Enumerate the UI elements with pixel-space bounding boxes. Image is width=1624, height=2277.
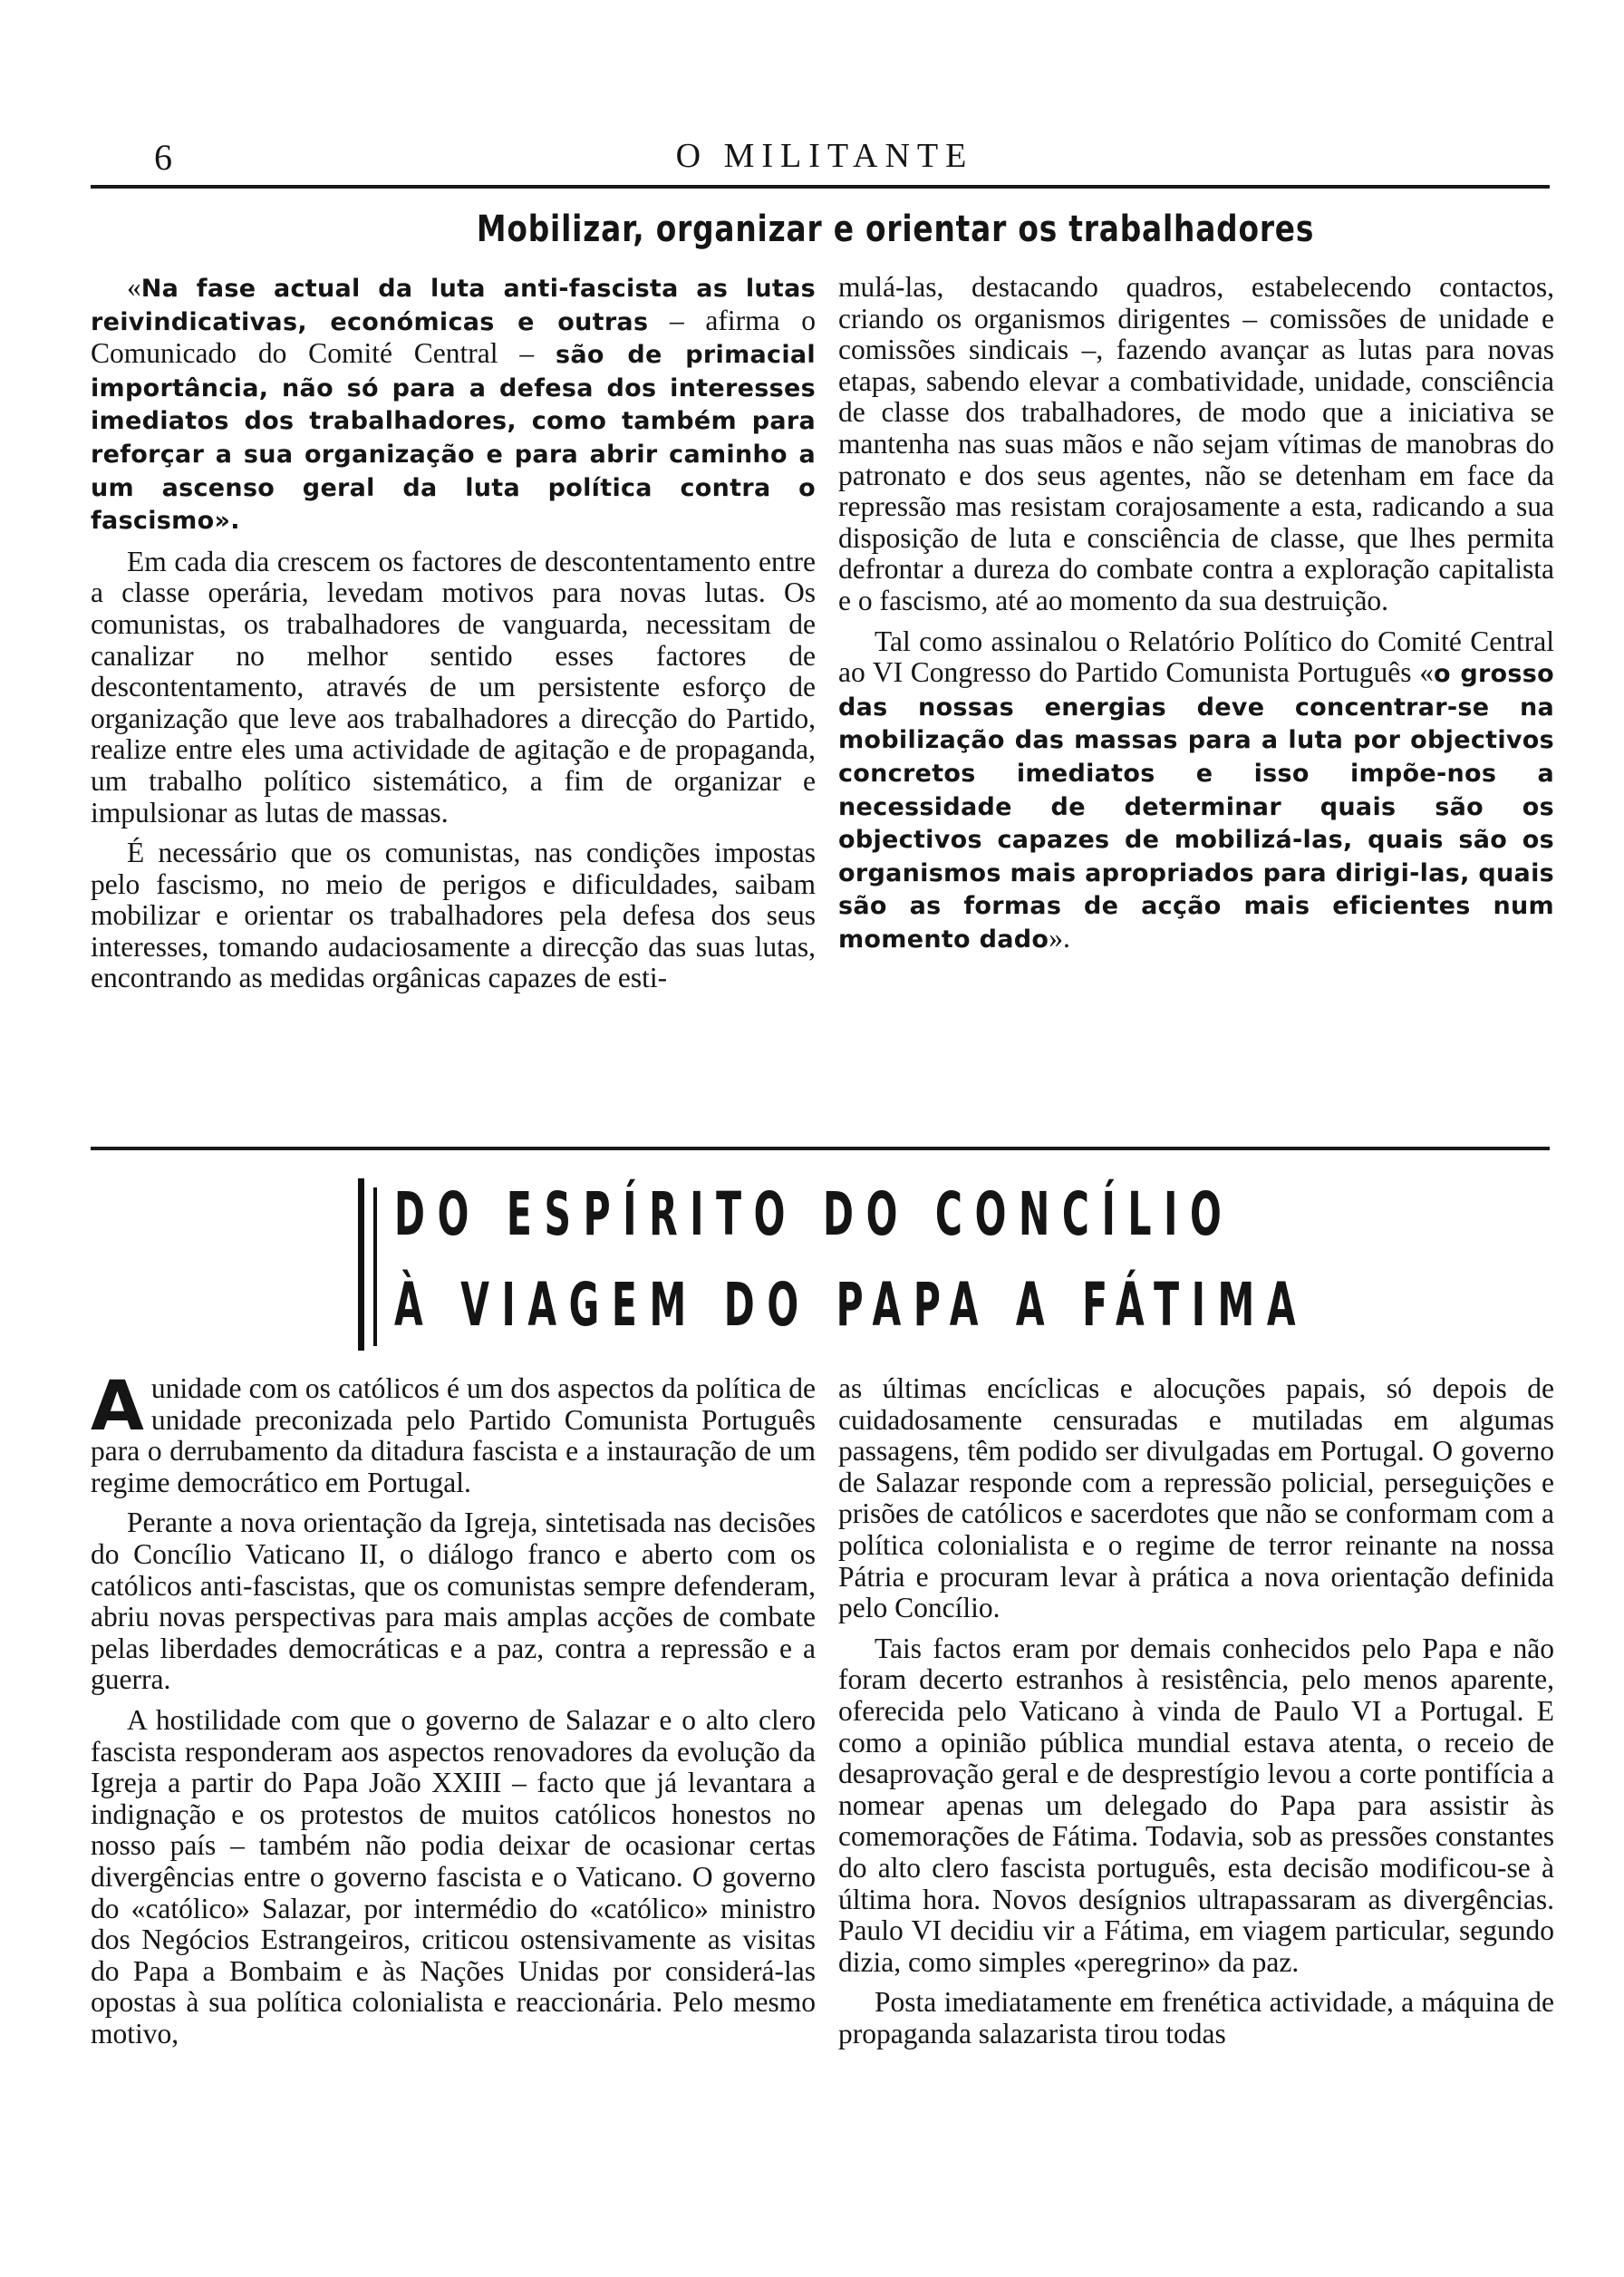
publication-title: O MILITANTE bbox=[675, 137, 974, 175]
bold-quote: o grosso das nossas energias deve concentrar-se na mobilização das massas para a luta por objectivos concretos imediatos e isso impõe-nos a necessidade de determinar quais são os objectivos capazes de mobilizá-las, quais são os organismos mais apropriados para dirigi-las, quais são as formas de acção mais eficientes num momento dado bbox=[838, 660, 1554, 954]
article2-paragraph: as últimas encíclicas e alocuções papais, só depois de cuidadosamente censuradas e mutiladas em algumas passagens, têm podido ser divulgadas em Portugal. O governo de Salazar responde com a repressão policial, perseguições e prisões de católicos e sacerdotes que não se conformam com a política colonialista e o regime de terror reinante na nossa Pátria e procuram levar à prática a nova orientação definida pelo Concílio. bbox=[838, 1372, 1554, 1624]
page-header bbox=[100, 136, 1550, 190]
title-bar-decoration bbox=[373, 1187, 377, 1346]
article1-paragraph: É necessário que os comunistas, nas condições impostas pelo fascismo, no meio de perigos e dificuldades, saibam mobilizar e orientar os trabalhadores pela defesa dos seus interesses, tomando audaciosamente a direcção das suas lutas, encontrando as medidas orgânicas capazes de esti- bbox=[91, 837, 816, 994]
article1-title-text: Mobilizar, organizar e orientar os trabalhadores bbox=[476, 208, 1314, 250]
article1-paragraph bbox=[838, 626, 1554, 956]
page-number: 6 bbox=[154, 137, 172, 178]
article1-paragraph: mulá-las, destacando quadros, estabelecendo contactos, criando os organismos dirigentes – comissões de unidade e comissões sindicais –, fazendo avançar as lutas para novas etapas, sabendo elevar a combatividade, unidade, consciência de classe dos trabalhadores, de modo que a iniciativa se mantenha nas suas mãos e não sejam vítimas de manobras do patronato e dos seus agentes, não se detenham em face da repressão mas resistam corajosamente a esta, radicando a sua disposição de luta e consciência de classe, que lhes permita defrontar a dureza do combate contra a exploração capitalista e o fascismo, até ao momento da sua destruição. bbox=[838, 271, 1554, 616]
article1-paragraph: Em cada dia crescem os factores de descontentamento entre a classe operária, levedam motivos para novas lutas. Os comunistas, os trabalhadores de vanguarda, necessitam de canalizar no melhor sentido esses factores de descontentamento, através de um persistente esforço de organização que leve aos trabalhadores a direcção do Partido, realize entre eles uma actividade de agitação e de propaganda, um trabalho político sistemático, a fim de organizar e impulsionar as lutas de massas. bbox=[91, 545, 816, 828]
article1-title bbox=[91, 208, 1550, 250]
article2-paragraph: Perante a nova orientação da Igreja, sintetisada nas decisões do Concílio Vaticano II, o diálogo franco e aberto com os católicos anti-fascistas, que os comunistas sempre defenderam, abriu novas perspectivas para mais amplas acções de combate pelas liberdades democráticas e a paz, contra a repressão e a guerra. bbox=[91, 1507, 816, 1696]
bold-quote: Na fase actual da luta anti-fascista as lutas reivindicativas, económicas e outras bbox=[91, 275, 816, 336]
article2-title-line2: À VIAGEM DO PAPA A FÁTIMA bbox=[394, 1270, 1309, 1340]
article2-paragraph: Tais factos eram por demais conhecidos pelo Papa e não foram decerto estranhos à resistência, pelo menos aparente, oferecida pelo Vaticano à vinda de Paulo VI a Portugal. E como a opinião pública mundial estava atenta, o receio de desaprovação geral e de desprestígio levou a corte pontifícia a nomear apenas um delegado do Papa para assistir às comemorações de Fátima. Todavia, sob as pressões constantes do alto clero fascista português, esta decisão modificou-se à última hora. Novos desígnios ultrapassaram as divergências. Paulo VI decidiu vir a Fátima, em viagem particular, segundo dizia, como simples «peregrino» da paz. bbox=[838, 1632, 1554, 1978]
article2-left-column bbox=[91, 1365, 816, 2049]
drop-cap: A bbox=[91, 1365, 144, 1446]
article2-right-column bbox=[838, 1373, 1554, 2049]
paragraph-text: unidade com os católicos é um dos aspectos da política de unidade preconizada pelo Partido Comunista Português para o derrubamento da ditadura fascista e a instauração de um regime democrático em Portugal. bbox=[91, 1372, 816, 1498]
article2-paragraph: Posta imediatamente em frenética actividade, a máquina de propaganda salazarista tirou todas bbox=[838, 1986, 1554, 2049]
bold-quote: são de primacial importância, não só para a defesa dos interesses imediatos dos trabalhadores, como também para reforçar a sua organização e para abrir caminho a um ascenso geral da luta política contra o fascismo». bbox=[91, 341, 816, 536]
quote-open: « bbox=[127, 271, 141, 303]
article2-title-line1: DO ESPÍRITO DO CONCÍLIO bbox=[394, 1179, 1234, 1249]
quote-close: ». bbox=[1049, 921, 1070, 954]
article2-paragraph bbox=[91, 1365, 816, 1498]
paragraph-text: Tal como assinalou o Relatório Político do Comité Central ao VI Congresso do Partido Comunista Português « bbox=[838, 625, 1554, 689]
title-bar-decoration bbox=[358, 1178, 364, 1351]
article1-left-column bbox=[91, 272, 816, 994]
article2-paragraph: A hostilidade com que o governo de Salazar e o alto clero fascista responderam aos aspectos renovadores da evolução da Igreja a partir do Papa João XXIII – facto que já levantara a indignação e os protestos de muitos católicos honestos no nosso país – também não podia deixar de ocasionar certas divergências entre o governo fascista e o Vaticano. O governo do «católico» Salazar, por intermédio do «católico» ministro dos Negócios Estrangeiros, criticou ostensivamente as visitas do Papa a Bombaim e às Nações Unidas por considerá-las opostas à sua política colonialista e reaccionária. Pelo mesmo motivo, bbox=[91, 1703, 816, 2049]
article1-right-column bbox=[838, 272, 1554, 955]
header-rule bbox=[91, 185, 1550, 189]
section-rule bbox=[91, 1147, 1550, 1150]
article1-paragraph bbox=[91, 272, 816, 538]
quote-attribution: – afirma o Comunicado do Comité Central – bbox=[91, 304, 816, 370]
